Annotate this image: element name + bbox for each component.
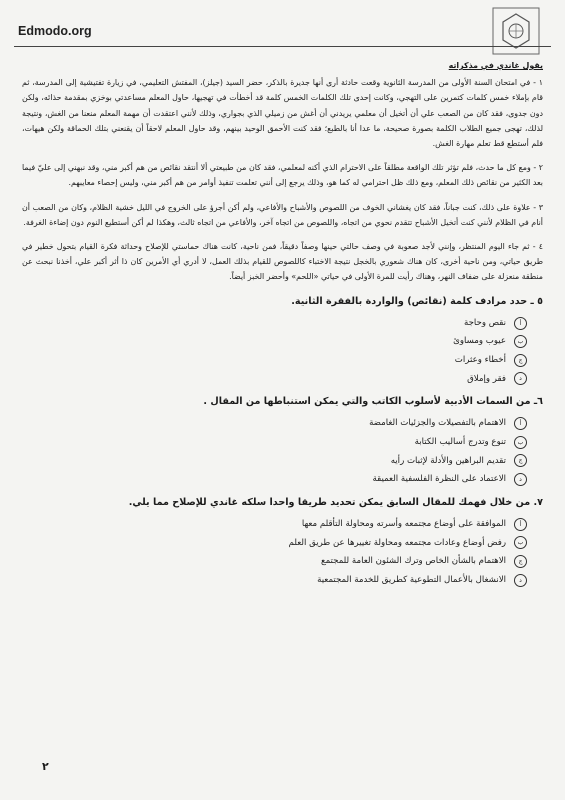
option-label: الاهتمام بالتفصيلات والجزئيات الغامضة [369, 418, 506, 429]
option-marker-icon: د [514, 372, 527, 385]
option-item[interactable] [22, 571, 527, 590]
option-label: عيوب ومساوئ [453, 336, 506, 347]
option-marker-icon: ج [514, 555, 527, 568]
option-marker-icon: د [514, 574, 527, 587]
option-label: تنوع وتدرج أساليب الكتابة [414, 437, 506, 448]
option-item[interactable] [22, 351, 527, 370]
article-body [22, 58, 543, 595]
option-marker-icon: ج [514, 354, 527, 367]
option-item[interactable] [22, 452, 527, 471]
option-label: أخطاء وعثرات [454, 355, 506, 366]
option-item[interactable] [22, 414, 527, 433]
option-label: الموافقة على أوضاع مجتمعه وأسرته ومحاولة التأقلم معها [301, 519, 506, 529]
ministry-logo-icon [489, 6, 543, 58]
page-number: ٢ [42, 760, 49, 773]
option-label: نقص وحاجة [464, 317, 506, 328]
paragraph-4: ٤ - ثم جاء اليوم المنتظر، وإنني لأجد صعوبة في وصف حالتي حينها وصفاً دقيقاً، فمن ناحية، كانت هناك حماستي للإصلاح وحداثة فكرة القيام بتحول خطير في طريق حياتي، ومن ناحية أخرى، كان هناك شعوري بالخجل نتيجة الاختباء كاللصوص للقيام بذلك العمل، لا أدري أي الأمرين كان ذا أثر أكبر علي، أخذنا نبحث عن منطقة منعزلة على ضفاف النهر، وهناك رأيت للمرة الأولى في حياتي «اللحم» وأحضر الخبز أيضاً. [22, 242, 543, 282]
option-marker-icon: ب [514, 536, 527, 549]
header-divider [14, 46, 551, 47]
options-list [22, 515, 543, 589]
option-marker-icon: أ [514, 317, 527, 330]
option-item[interactable] [22, 370, 527, 389]
question-title: ٦ـ من السمات الأدبية لأسلوب الكاتب والتي يمكن استنباطها من المقال . [203, 396, 543, 408]
paragraph-1: ١ - في امتحان السنة الأولى من المدرسة الثانوية وقعت حادثة أرى أنها جديرة بالذكر، حضر السيد (جيلز)، المفتش التعليمي، في زيارة تفتيشية إلى المدرسة، ثم قام بإملاء خمس كلمات كتمرين على التهجي، وكانت إحدى تلك الكلمات الخمس كلمة قد أخطأت في تهجيها، حاول المعلم مساعدتي بوخزي بمقدمة حذائه، ولكن دون جدوى، فقد كان من الصعب علي أن أتخيل أن معلمي يريدني أن أغش من زميلي الذي بجواري، وذلك لأنني اعتقدت أن مهمة المعلم منعنا من الغش، ونتيجة لذلك، تهجى جميع الطلاب الكلمة بصورة صحيحة، ما عدا أنا بالطبع؛ فقد كنت الأحمق الوحيد بينهم، وقد حاول المعلم لاحقاً أن يقنعني بتلك الحماقة ولكن هيهات، فلم أستطع قط تعلم مهارة الغش. [22, 78, 543, 149]
option-label: رفض أوضاع وعادات مجتمعه ومحاولة تغييرها عن طريق العلم [288, 537, 506, 548]
question-7 [22, 495, 543, 590]
option-marker-icon: ج [514, 454, 527, 467]
options-list [22, 314, 543, 388]
option-item[interactable] [22, 515, 527, 534]
options-list [22, 414, 543, 488]
option-item[interactable] [22, 433, 527, 452]
question-6 [22, 394, 543, 489]
site-brand: Edmodo.org [18, 24, 92, 38]
intro-heading: يقول غاندي في مذكراته [448, 61, 543, 70]
question-5 [22, 294, 543, 389]
option-marker-icon: ب [514, 335, 527, 348]
option-marker-icon: د [514, 473, 527, 486]
option-label: الاهتمام بالشأن الخاص وترك الشئون العامة للمجتمع [321, 556, 506, 567]
option-marker-icon: ب [514, 436, 527, 449]
option-marker-icon: أ [514, 518, 527, 531]
question-title: ٥ ـ حدد مرادف كلمة (نقائص) والواردة بالفقرة الثانية. [291, 295, 543, 307]
question-title: ٧. من خلال فهمك للمقال السابق يمكن تحديد طريقا واحدا سلكه غاندي للإصلاح مما يلي. [128, 496, 543, 508]
option-label: الانشغال بالأعمال التطوعية كطريق للخدمة المجتمعية [317, 574, 506, 585]
option-item[interactable] [22, 470, 527, 489]
option-label: فقر وإملاق [467, 373, 506, 384]
option-marker-icon: أ [514, 417, 527, 430]
option-label: تقديم البراهين والأدلة لإثبات رأيه [390, 455, 506, 466]
paragraph-2: ٢ - ومع كل ما حدث، فلم تؤثر تلك الواقعة مطلقاً على الاحترام الذي أكنه لمعلمي، فقد كان من طبيعتي ألا أنتقد نقائص من هم أكبر مني، وقد نبهني إلى عليّ فيما بعد الكثير من نقائص ذلك المعلم، ومع ذلك ظل احترامي له كما هو، وذلك يرجع إلى أنني تعلمت تنفيذ أوامر من هم أكبر مني، وليس إحصاء معايبهم. [22, 163, 543, 188]
option-item[interactable] [22, 314, 527, 333]
option-item[interactable] [22, 552, 527, 571]
option-item[interactable] [22, 534, 527, 553]
paragraph-3: ٣ - علاوة على ذلك، كنت جباناً، فقد كان يغشاني الخوف من اللصوص والأشباح والأفاعي، ولم أكن أجرؤ على الخروج في الليل خشية الظلام، وكان من الصعب أن أنام في الظلام لأنني كنت أتخيل الأشباح تتقدم نحوي من اتجاه، واللصوص من اتجاه آخر، والأفاعي من اتجاه ثالث، وهكذا لم أكن أستطيع النوم دون إضاءة الغرفة. [22, 202, 543, 227]
option-label: الاعتماد على النظرة الفلسفية العميقة [372, 474, 506, 485]
option-item[interactable] [22, 332, 527, 351]
